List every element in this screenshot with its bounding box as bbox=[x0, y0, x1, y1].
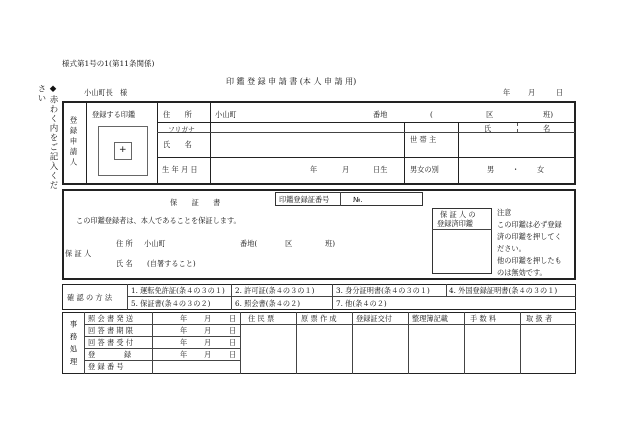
form-id: 様式第1号の1(第11条関係) bbox=[62, 59, 155, 68]
office-row-label: 回 答 書 期 限 bbox=[88, 326, 134, 335]
office-column-header: 住 民 票 bbox=[248, 314, 275, 323]
guarantee-statement: この印鑑登録者は、本人であることを保証します。 bbox=[76, 216, 241, 225]
confirmation-method[interactable]: 6. 照会書(条４の２) bbox=[235, 299, 301, 308]
office-row-year: 年 bbox=[180, 326, 188, 335]
confirmation-method[interactable]: 2. 許可証(条４の３の１) bbox=[235, 286, 315, 295]
office-column-header: 整理簿記載 bbox=[412, 314, 448, 323]
date-month: 月 bbox=[528, 88, 536, 97]
furigana-label: フリガナ bbox=[168, 126, 195, 134]
office-column-header: 原 票 作 成 bbox=[301, 314, 337, 323]
office-row-label: 登 録 番 号 bbox=[88, 362, 124, 371]
guarantor-address-banchi: 番地( bbox=[240, 239, 258, 248]
confirmation-method[interactable]: 4. 外国登録証明書(条４の３の１) bbox=[449, 286, 558, 295]
guarantor-seal-title-2: 登録済印鑑 bbox=[437, 219, 473, 228]
office-row-month: 月 bbox=[204, 326, 212, 335]
office-row-year: 年 bbox=[180, 338, 188, 347]
caution-line: 済の印鑑を押してく bbox=[497, 232, 562, 241]
caution-line: ださい。 bbox=[497, 244, 526, 253]
office-row-day: 日 bbox=[229, 314, 237, 323]
address-ku: 区 bbox=[486, 110, 494, 119]
gender-separator: ・ bbox=[512, 165, 520, 174]
confirmation-method[interactable]: 5. 保証書(条４の３の２) bbox=[131, 299, 211, 308]
address-paren: ( bbox=[430, 110, 433, 119]
office-column-header: 手 数 料 bbox=[470, 314, 497, 323]
dob-month: 月 bbox=[342, 165, 350, 174]
guarantor-address-han: 班) bbox=[325, 239, 335, 248]
confirmation-method[interactable]: 7. 他(条４の２) bbox=[336, 299, 387, 308]
address-town: 小山町 bbox=[215, 110, 237, 119]
office-row-label: 照 会 書 発 送 bbox=[88, 314, 134, 323]
applicant-label: 登録申請人 bbox=[69, 116, 78, 169]
guarantor-name-label: 氏 名 bbox=[116, 259, 133, 268]
side-note: ◆赤わく内をご記入ください bbox=[36, 84, 58, 190]
reg-number-label: 印鑑登録証番号 bbox=[279, 195, 330, 204]
office-label: 事務処理 bbox=[69, 320, 78, 370]
date-day: 日 bbox=[556, 88, 564, 97]
guarantor-address-label: 住 所 bbox=[116, 239, 133, 248]
office-row-year: 年 bbox=[180, 350, 188, 359]
guarantor-address-town: 小山町 bbox=[144, 239, 166, 248]
caution-line: この印鑑は必ず登録 bbox=[497, 220, 562, 229]
guarantor-address-ku: 区 bbox=[285, 239, 293, 248]
caution-title: 注意 bbox=[497, 208, 512, 217]
hh-given-label: 名 bbox=[543, 124, 551, 133]
name-label: 氏 名 bbox=[163, 140, 192, 149]
dob-label: 生 年 月 日 bbox=[162, 165, 198, 174]
guarantor-name-note: (自署すること) bbox=[147, 259, 196, 268]
office-column-header: 登録証交付 bbox=[356, 314, 392, 323]
date-year: 年 bbox=[503, 88, 511, 97]
office-row-label: 登 録 bbox=[88, 350, 132, 359]
guarantee-title: 保 証 書 bbox=[170, 198, 221, 207]
reg-number-no: №. bbox=[353, 195, 363, 204]
office-row-month: 月 bbox=[204, 350, 212, 359]
gender-female[interactable]: 女 bbox=[537, 165, 545, 174]
office-row-day: 日 bbox=[229, 350, 237, 359]
caution-line: 他の印鑑を押したも bbox=[497, 256, 562, 265]
address-han: 班) bbox=[543, 110, 553, 119]
guarantor-label: 保 証 人 bbox=[65, 249, 92, 258]
seal-area-label: 登録する印鑑 bbox=[92, 110, 136, 119]
confirmation-label: 確 認 の 方 法 bbox=[67, 293, 113, 302]
office-row-month: 月 bbox=[204, 338, 212, 347]
guarantor-seal-title-1: 保 証 人 の bbox=[440, 210, 476, 219]
gender-label: 男女の別 bbox=[410, 165, 439, 174]
office-row-day: 日 bbox=[229, 326, 237, 335]
gender-male[interactable]: 男 bbox=[487, 165, 495, 174]
caution-line: のは無効です。 bbox=[497, 268, 547, 277]
household-head-label: 世 帯 主 bbox=[410, 135, 437, 144]
office-column-header: 取 扱 者 bbox=[526, 314, 553, 323]
office-row-year: 年 bbox=[180, 314, 188, 323]
dob-year: 年 bbox=[310, 165, 318, 174]
office-row-label: 回 答 書 受 付 bbox=[88, 338, 134, 347]
confirmation-method[interactable]: 1. 運転免許証(条４の３の１) bbox=[131, 286, 225, 295]
dob-day: 日生 bbox=[373, 165, 388, 174]
address-banchi: 番地 bbox=[373, 110, 388, 119]
addressee: 小山町長 様 bbox=[84, 88, 128, 97]
hh-surname-label: 氏 bbox=[484, 124, 492, 133]
office-row-month: 月 bbox=[204, 314, 212, 323]
office-row-day: 日 bbox=[229, 338, 237, 347]
address-label: 住 所 bbox=[163, 110, 192, 119]
seal-center-mark: + bbox=[119, 145, 127, 155]
confirmation-method[interactable]: 3. 身分証明書(条４の３の１) bbox=[336, 286, 430, 295]
form-title: 印 鑑 登 録 申 請 書 (本 人 申 請 用) bbox=[226, 77, 357, 86]
